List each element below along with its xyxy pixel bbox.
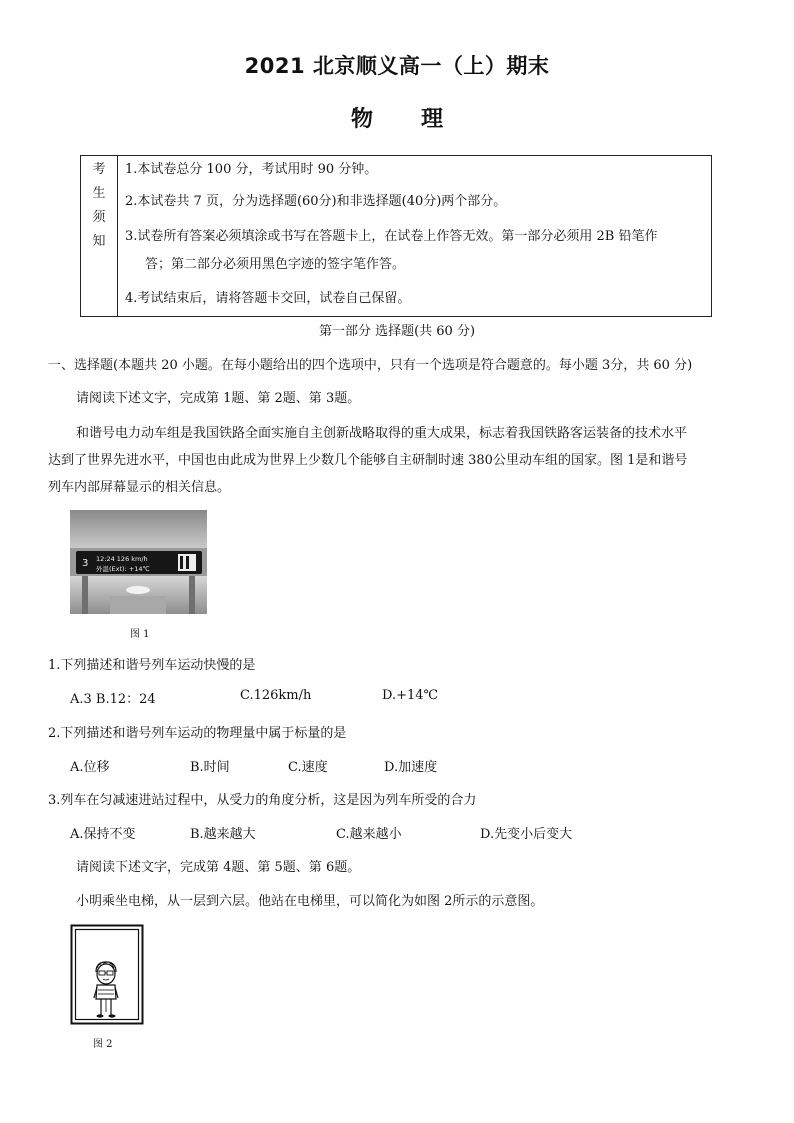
- notice-line: 3.试卷所有答案必须填涂或书写在答题卡上，在试卷上作答无效。第一部分必须用 2B 铅笔作: [125, 229, 658, 244]
- screen-temperature: 外温(Ext): +14℃: [96, 565, 150, 573]
- screen-car-number: 3: [82, 558, 89, 569]
- question-2-option: C.速度: [288, 760, 328, 775]
- passage-line: 列车内部屏幕显示的相关信息。: [48, 480, 231, 495]
- train-interior-image: [70, 510, 207, 614]
- notice-label: [81, 156, 118, 316]
- question-1-option: C.126km/h: [240, 688, 312, 703]
- section-heading: 一、选择题(本题共 20 小题。在每小题给出的四个选项中，只有一个选项是符合题意的。每小题 3分，共 60 分): [48, 358, 693, 373]
- notice-line: 1.本试卷总分 100 分，考试用时 90 分钟。: [125, 162, 378, 177]
- question-3-option: A.保持不变: [70, 827, 136, 842]
- question-1-option: A.3 B.12：24: [70, 692, 156, 707]
- exam-notice-box: [80, 155, 712, 317]
- question-2-option: A.位移: [70, 760, 110, 775]
- notice-label-char: 生: [92, 186, 106, 201]
- elevator-sketch: [70, 924, 144, 1026]
- notice-label-char: 须: [92, 210, 106, 225]
- section-title: 第一部分 选择题(共 60 分): [318, 324, 476, 339]
- notice-label-char: 考: [92, 162, 106, 177]
- question-1-option: D.+14℃: [382, 688, 439, 703]
- notice-line: 2.本试卷共 7 页，分为选择题(60分)和非选择题(40分)两个部分。: [125, 194, 507, 209]
- figure-2-caption: 图 2: [93, 1039, 113, 1050]
- subject-char: 理: [421, 107, 444, 132]
- question-3-option: B.越来越大: [190, 827, 256, 842]
- subject-title: [0, 102, 794, 133]
- subject-char: 物: [350, 107, 373, 132]
- question-3-option: D.先变小后变大: [480, 827, 573, 842]
- reading-instruction: 请阅读下述文字，完成第 1题、第 2题、第 3题。: [76, 391, 361, 406]
- figure-2-elevator-diagram: [70, 924, 144, 1026]
- question-3-option: C.越来越小: [336, 827, 402, 842]
- notice-label-char: 知: [92, 234, 106, 249]
- question-1-stem: 1.下列描述和谐号列车运动快慢的是: [48, 658, 256, 673]
- passage-line: 和谐号电力动车组是我国铁路全面实施自主创新战略取得的重大成果，标志着我国铁路客运装备的技术水平: [76, 426, 688, 441]
- passage-line: 达到了世界先进水平，中国也由此成为世界上少数几个能够自主研制时速 380公里动车组的国家。图 1是和谐号: [48, 453, 688, 468]
- reading-instruction: 请阅读下述文字，完成第 4题、第 5题、第 6题。: [76, 860, 361, 875]
- question-2-option: B.时间: [190, 760, 230, 775]
- notice-line: 答；第二部分必须用黑色字迹的签字笔作答。: [145, 257, 406, 272]
- page-title: 2021 北京顺义高一（上）期末: [244, 54, 550, 78]
- figure-1-caption: 图 1: [130, 629, 150, 640]
- figure-1-train-display-photo: [70, 510, 207, 614]
- screen-time-speed: 12:24 126 km/h: [96, 555, 148, 563]
- question-2-option: D.加速度: [384, 760, 438, 775]
- question-3-stem: 3.列车在匀减速进站过程中，从受力的角度分析，这是因为列车所受的合力: [48, 793, 477, 808]
- passage-line: 小明乘坐电梯，从一层到六层。他站在电梯里，可以简化为如图 2所示的示意图。: [76, 894, 544, 909]
- notice-line: 4.考试结束后，请将答题卡交回，试卷自己保留。: [125, 291, 411, 306]
- question-2-stem: 2.下列描述和谐号列车运动的物理量中属于标量的是: [48, 726, 347, 741]
